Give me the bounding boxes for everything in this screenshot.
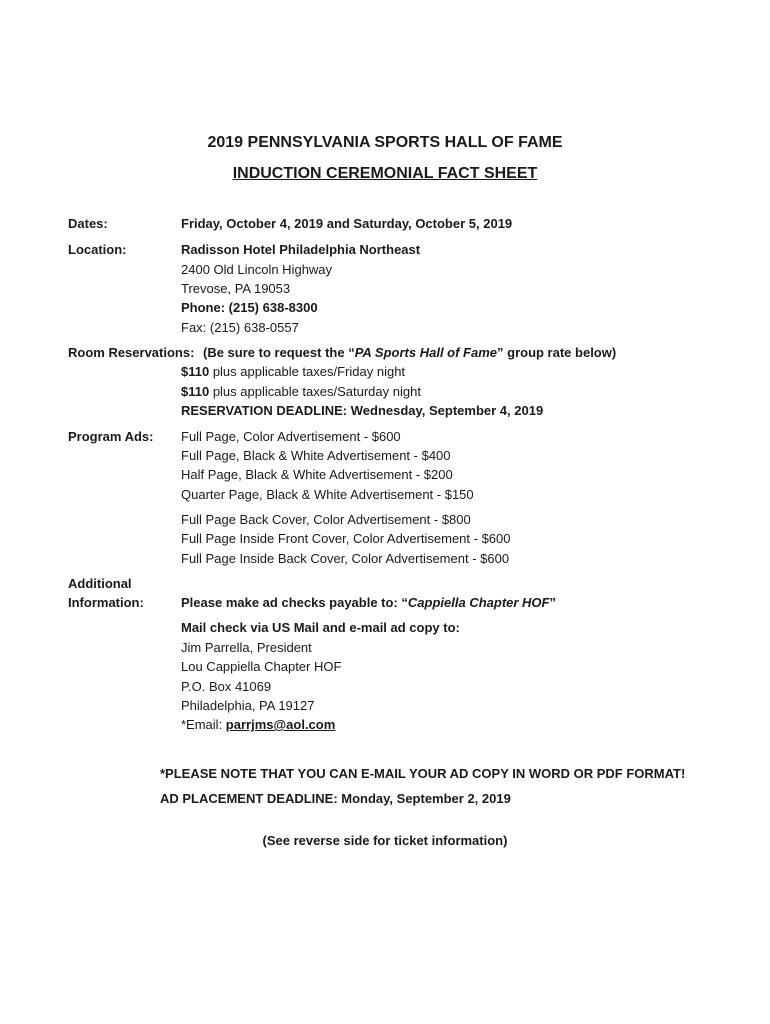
contact-org: Lou Cappiella Chapter HOF	[181, 659, 342, 674]
reservations-note	[203, 345, 616, 360]
program-ad-item: Half Page, Black & White Advertisement - $200	[181, 467, 453, 482]
reservations-saturday	[181, 384, 421, 399]
saturday-price: $110	[181, 384, 210, 399]
program-ad-item: Full Page, Black & White Advertisement - $400	[181, 448, 451, 463]
program-ad-item: Full Page Inside Front Cover, Color Advertisement - $600	[181, 531, 511, 546]
page-subtitle: INDUCTION CEREMONIAL FACT SHEET	[232, 165, 538, 182]
reservations-note-prefix: (Be sure to request the “	[203, 345, 355, 360]
saturday-text: plus applicable taxes/Saturday night	[209, 384, 421, 399]
reservations-note-suffix: ” group rate below)	[497, 345, 617, 360]
contact-name: Jim Parrella, President	[181, 640, 312, 655]
payable-name: Cappiella Chapter HOF	[407, 595, 550, 610]
mail-heading: Mail check via US Mail and e-mail ad copy to:	[181, 620, 460, 635]
email-link[interactable]: parrjms@aol.com	[225, 717, 336, 732]
program-ad-item: Full Page Back Cover, Color Advertisement - $800	[181, 512, 471, 527]
reservations-note-group: PA Sports Hall of Fame	[354, 345, 498, 360]
friday-text: plus applicable taxes/Friday night	[209, 364, 406, 379]
program-ad-item: Quarter Page, Black & White Advertisement - $150	[181, 487, 474, 502]
program-ads-label: Program Ads:	[68, 429, 154, 444]
location-fax: Fax: (215) 638-0557	[181, 320, 299, 335]
reservations-friday	[181, 364, 405, 379]
reverse-side-note: (See reverse side for ticket information)	[262, 833, 508, 848]
friday-price: $110	[181, 364, 210, 379]
payable-prefix: Please make ad checks payable to: “	[181, 595, 408, 610]
location-label: Location:	[68, 242, 127, 257]
reservations-deadline: RESERVATION DEADLINE: Wednesday, September 4, 2019	[181, 403, 544, 418]
location-phone: Phone: (215) 638-8300	[181, 300, 318, 315]
program-ad-item: Full Page, Color Advertisement - $600	[181, 429, 401, 444]
program-ad-item: Full Page Inside Back Cover, Color Advertisement - $600	[181, 551, 510, 566]
additional-label-2: Information:	[68, 595, 144, 610]
payable-line	[181, 595, 556, 610]
additional-label-1: Additional	[68, 576, 132, 591]
payable-suffix: ”	[549, 595, 556, 610]
dates-value: Friday, October 4, 2019 and Saturday, October 5, 2019	[181, 216, 513, 231]
email-prefix: *Email:	[181, 717, 226, 732]
dates-label: Dates:	[68, 216, 108, 231]
format-note: *PLEASE NOTE THAT YOU CAN E-MAIL YOUR AD COPY IN WORD OR PDF FORMAT!	[160, 766, 686, 781]
contact-email-line	[181, 717, 335, 732]
reservations-label: Room Reservations:	[68, 345, 195, 360]
location-street: 2400 Old Lincoln Highway	[181, 262, 333, 277]
page-title: 2019 PENNSYLVANIA SPORTS HALL OF FAME	[207, 134, 563, 151]
location-city: Trevose, PA 19053	[181, 281, 291, 296]
contact-city: Philadelphia, PA 19127	[181, 698, 315, 713]
contact-po-box: P.O. Box 41069	[181, 679, 272, 694]
location-hotel: Radisson Hotel Philadelphia Northeast	[181, 242, 421, 257]
placement-deadline: AD PLACEMENT DEADLINE: Monday, September 2, 2019	[160, 791, 511, 806]
